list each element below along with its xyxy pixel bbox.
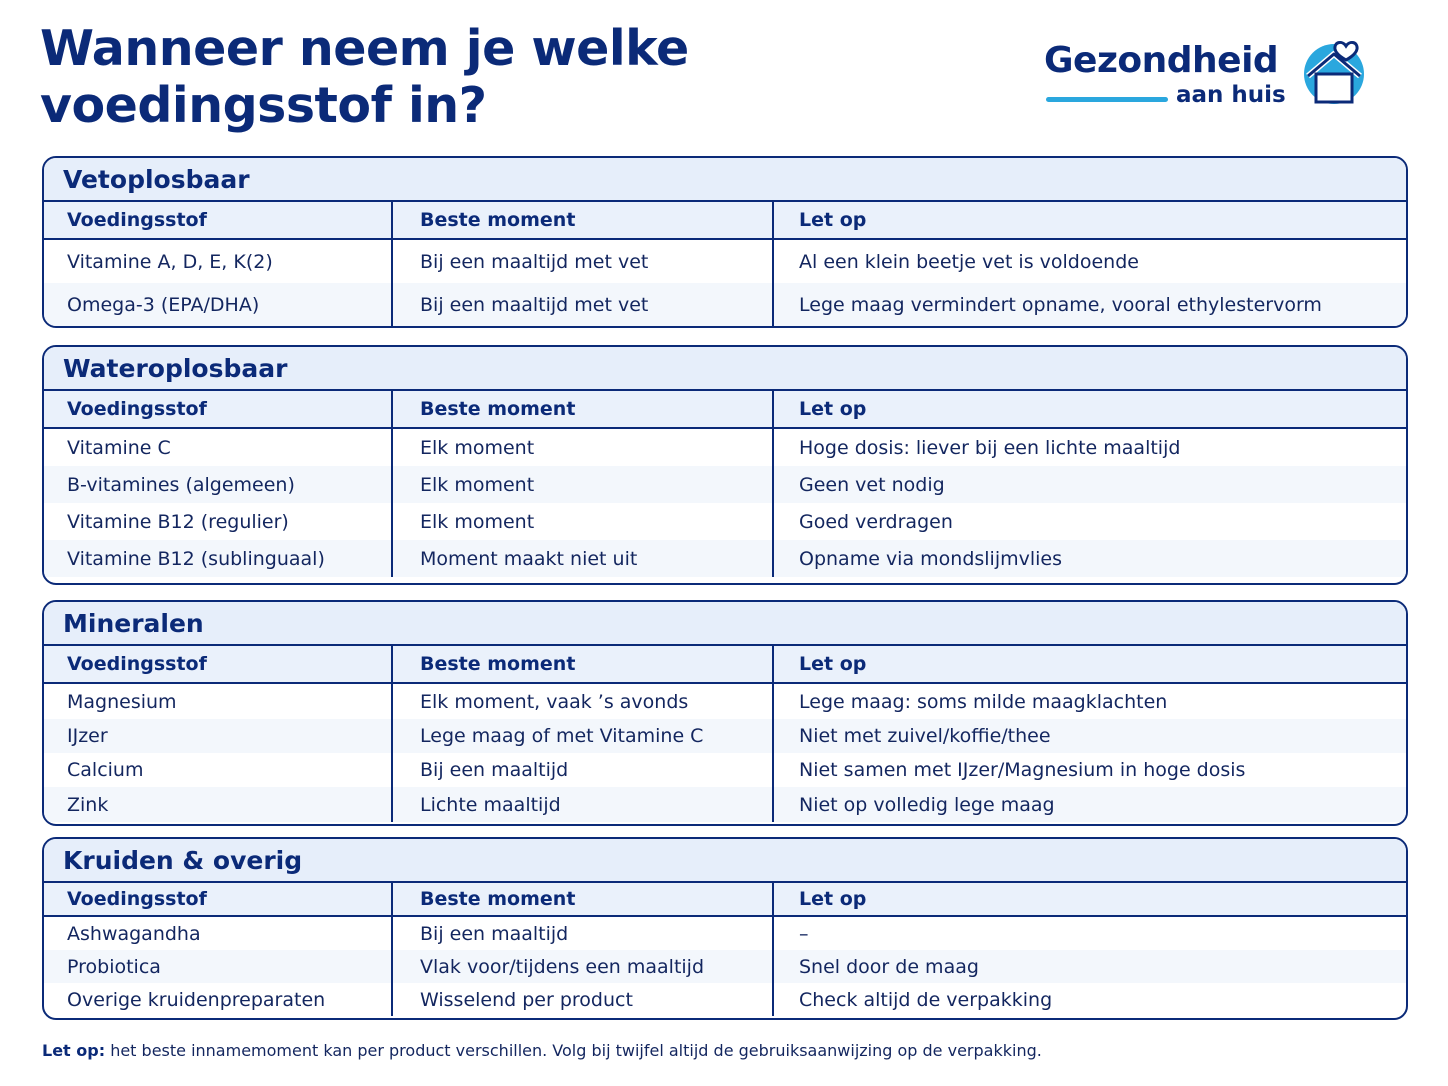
- cell-voedingsstof: B-vitamines (algemeen): [44, 466, 393, 503]
- cell-beste-moment: Bij een maaltijd: [393, 753, 774, 787]
- cell-beste-moment: Lichte maaltijd: [393, 787, 774, 822]
- cell-let-op: Snel door de maag: [799, 955, 979, 978]
- table-row: [44, 283, 1406, 326]
- cell-beste-moment: Lege maag of met Vitamine C: [393, 719, 774, 753]
- cell-voedingsstof: Vitamine C: [44, 429, 393, 466]
- section-title: Kruiden & overig: [44, 839, 1406, 883]
- logo-underline: [1046, 97, 1168, 102]
- cell-voedingsstof: Vitamine B12 (regulier): [44, 503, 393, 540]
- cell-let-op: Check altijd de verpakking: [799, 988, 1053, 1011]
- section-wateroplosbaar: [42, 345, 1408, 585]
- table-row: [44, 429, 1406, 466]
- table-row: [44, 950, 1406, 983]
- table-header: [44, 646, 1406, 684]
- footer-note: [42, 1041, 1042, 1060]
- section-vetoplosbaar: [42, 156, 1408, 328]
- page-title-line-2: voedingsstof in?: [40, 77, 487, 134]
- cell-beste-moment: Bij een maaltijd met vet: [393, 240, 774, 283]
- header-beste-moment: Beste moment: [393, 202, 774, 238]
- cell-beste-moment: Elk moment: [393, 466, 774, 503]
- cell-voedingsstof: Magnesium: [44, 684, 393, 719]
- header-voedingsstof: Voedingsstof: [44, 391, 393, 427]
- section-title: Mineralen: [44, 602, 1406, 646]
- cell-beste-moment: Moment maakt niet uit: [393, 540, 774, 577]
- footer-label: Let op:: [42, 1041, 106, 1060]
- cell-beste-moment: Bij een maaltijd: [393, 917, 774, 950]
- header-beste-moment: Beste moment: [393, 391, 774, 427]
- table-row: [44, 240, 1406, 283]
- cell-let-op: Lege maag vermindert opname, vooral ethylestervorm: [799, 293, 1322, 316]
- table-row: [44, 719, 1406, 753]
- cell-voedingsstof: Omega-3 (EPA/DHA): [44, 283, 393, 326]
- header-let-op: Let op: [799, 398, 867, 420]
- header-voedingsstof: Voedingsstof: [44, 883, 393, 915]
- cell-let-op: Goed verdragen: [799, 510, 953, 533]
- section-kruiden-overig: [42, 837, 1408, 1020]
- table-row: [44, 540, 1406, 577]
- table-row: [44, 787, 1406, 822]
- table-row: [44, 503, 1406, 540]
- cell-voedingsstof: Calcium: [44, 753, 393, 787]
- table-header: [44, 391, 1406, 429]
- cell-let-op: Hoge dosis: liever bij een lichte maaltijd: [799, 436, 1181, 459]
- cell-beste-moment: Bij een maaltijd met vet: [393, 283, 774, 326]
- brand-logo: [1040, 36, 1370, 116]
- table-row: [44, 466, 1406, 503]
- cell-let-op: Opname via mondslijmvlies: [799, 547, 1063, 570]
- cell-voedingsstof: Ashwagandha: [44, 917, 393, 950]
- cell-let-op: –: [799, 922, 809, 945]
- table-row: [44, 917, 1406, 950]
- cell-beste-moment: Elk moment: [393, 429, 774, 466]
- cell-let-op: Lege maag: soms milde maagklachten: [799, 690, 1168, 713]
- cell-let-op: Niet met zuivel/koffie/thee: [799, 725, 1051, 747]
- page-title: [40, 20, 689, 134]
- cell-let-op: Niet samen met IJzer/Magnesium in hoge dosis: [799, 759, 1246, 781]
- header-voedingsstof: Voedingsstof: [44, 202, 393, 238]
- logo-subtitle: aan huis: [1176, 82, 1286, 108]
- section-title: Vetoplosbaar: [44, 158, 1406, 202]
- cell-beste-moment: Elk moment, vaak ’s avonds: [393, 684, 774, 719]
- header-voedingsstof: Voedingsstof: [44, 646, 393, 682]
- logo-name: Gezondheid: [1044, 40, 1279, 81]
- cell-let-op: Al een klein beetje vet is voldoende: [799, 250, 1139, 273]
- header-beste-moment: Beste moment: [393, 646, 774, 682]
- table-row: [44, 753, 1406, 787]
- cell-voedingsstof: Overige kruidenpreparaten: [44, 983, 393, 1016]
- cell-beste-moment: Vlak voor/tijdens een maaltijd: [393, 950, 774, 983]
- header-let-op: Let op: [799, 653, 867, 675]
- table-row: [44, 983, 1406, 1016]
- house-heart-icon: [1298, 36, 1370, 108]
- section-title: Wateroplosbaar: [44, 347, 1406, 391]
- table-header: [44, 883, 1406, 917]
- cell-voedingsstof: Vitamine B12 (sublinguaal): [44, 540, 393, 577]
- cell-beste-moment: Elk moment: [393, 503, 774, 540]
- cell-voedingsstof: Zink: [44, 787, 393, 822]
- header-let-op: Let op: [799, 209, 867, 231]
- cell-voedingsstof: Probiotica: [44, 950, 393, 983]
- page-title-line-1: Wanneer neem je welke: [40, 20, 689, 77]
- cell-let-op: Niet op volledig lege maag: [799, 793, 1055, 816]
- header-beste-moment: Beste moment: [393, 883, 774, 915]
- table-row: [44, 684, 1406, 719]
- cell-beste-moment: Wisselend per product: [393, 983, 774, 1016]
- footer-text: het beste innamemoment kan per product verschillen. Volg bij twijfel altijd de gebruiksaanwijzing op de verpakking.: [105, 1041, 1042, 1060]
- cell-voedingsstof: IJzer: [44, 719, 393, 753]
- table-header: [44, 202, 1406, 240]
- cell-voedingsstof: Vitamine A, D, E, K(2): [44, 240, 393, 283]
- section-mineralen: [42, 600, 1408, 826]
- cell-let-op: Geen vet nodig: [799, 473, 945, 496]
- header-let-op: Let op: [799, 888, 867, 910]
